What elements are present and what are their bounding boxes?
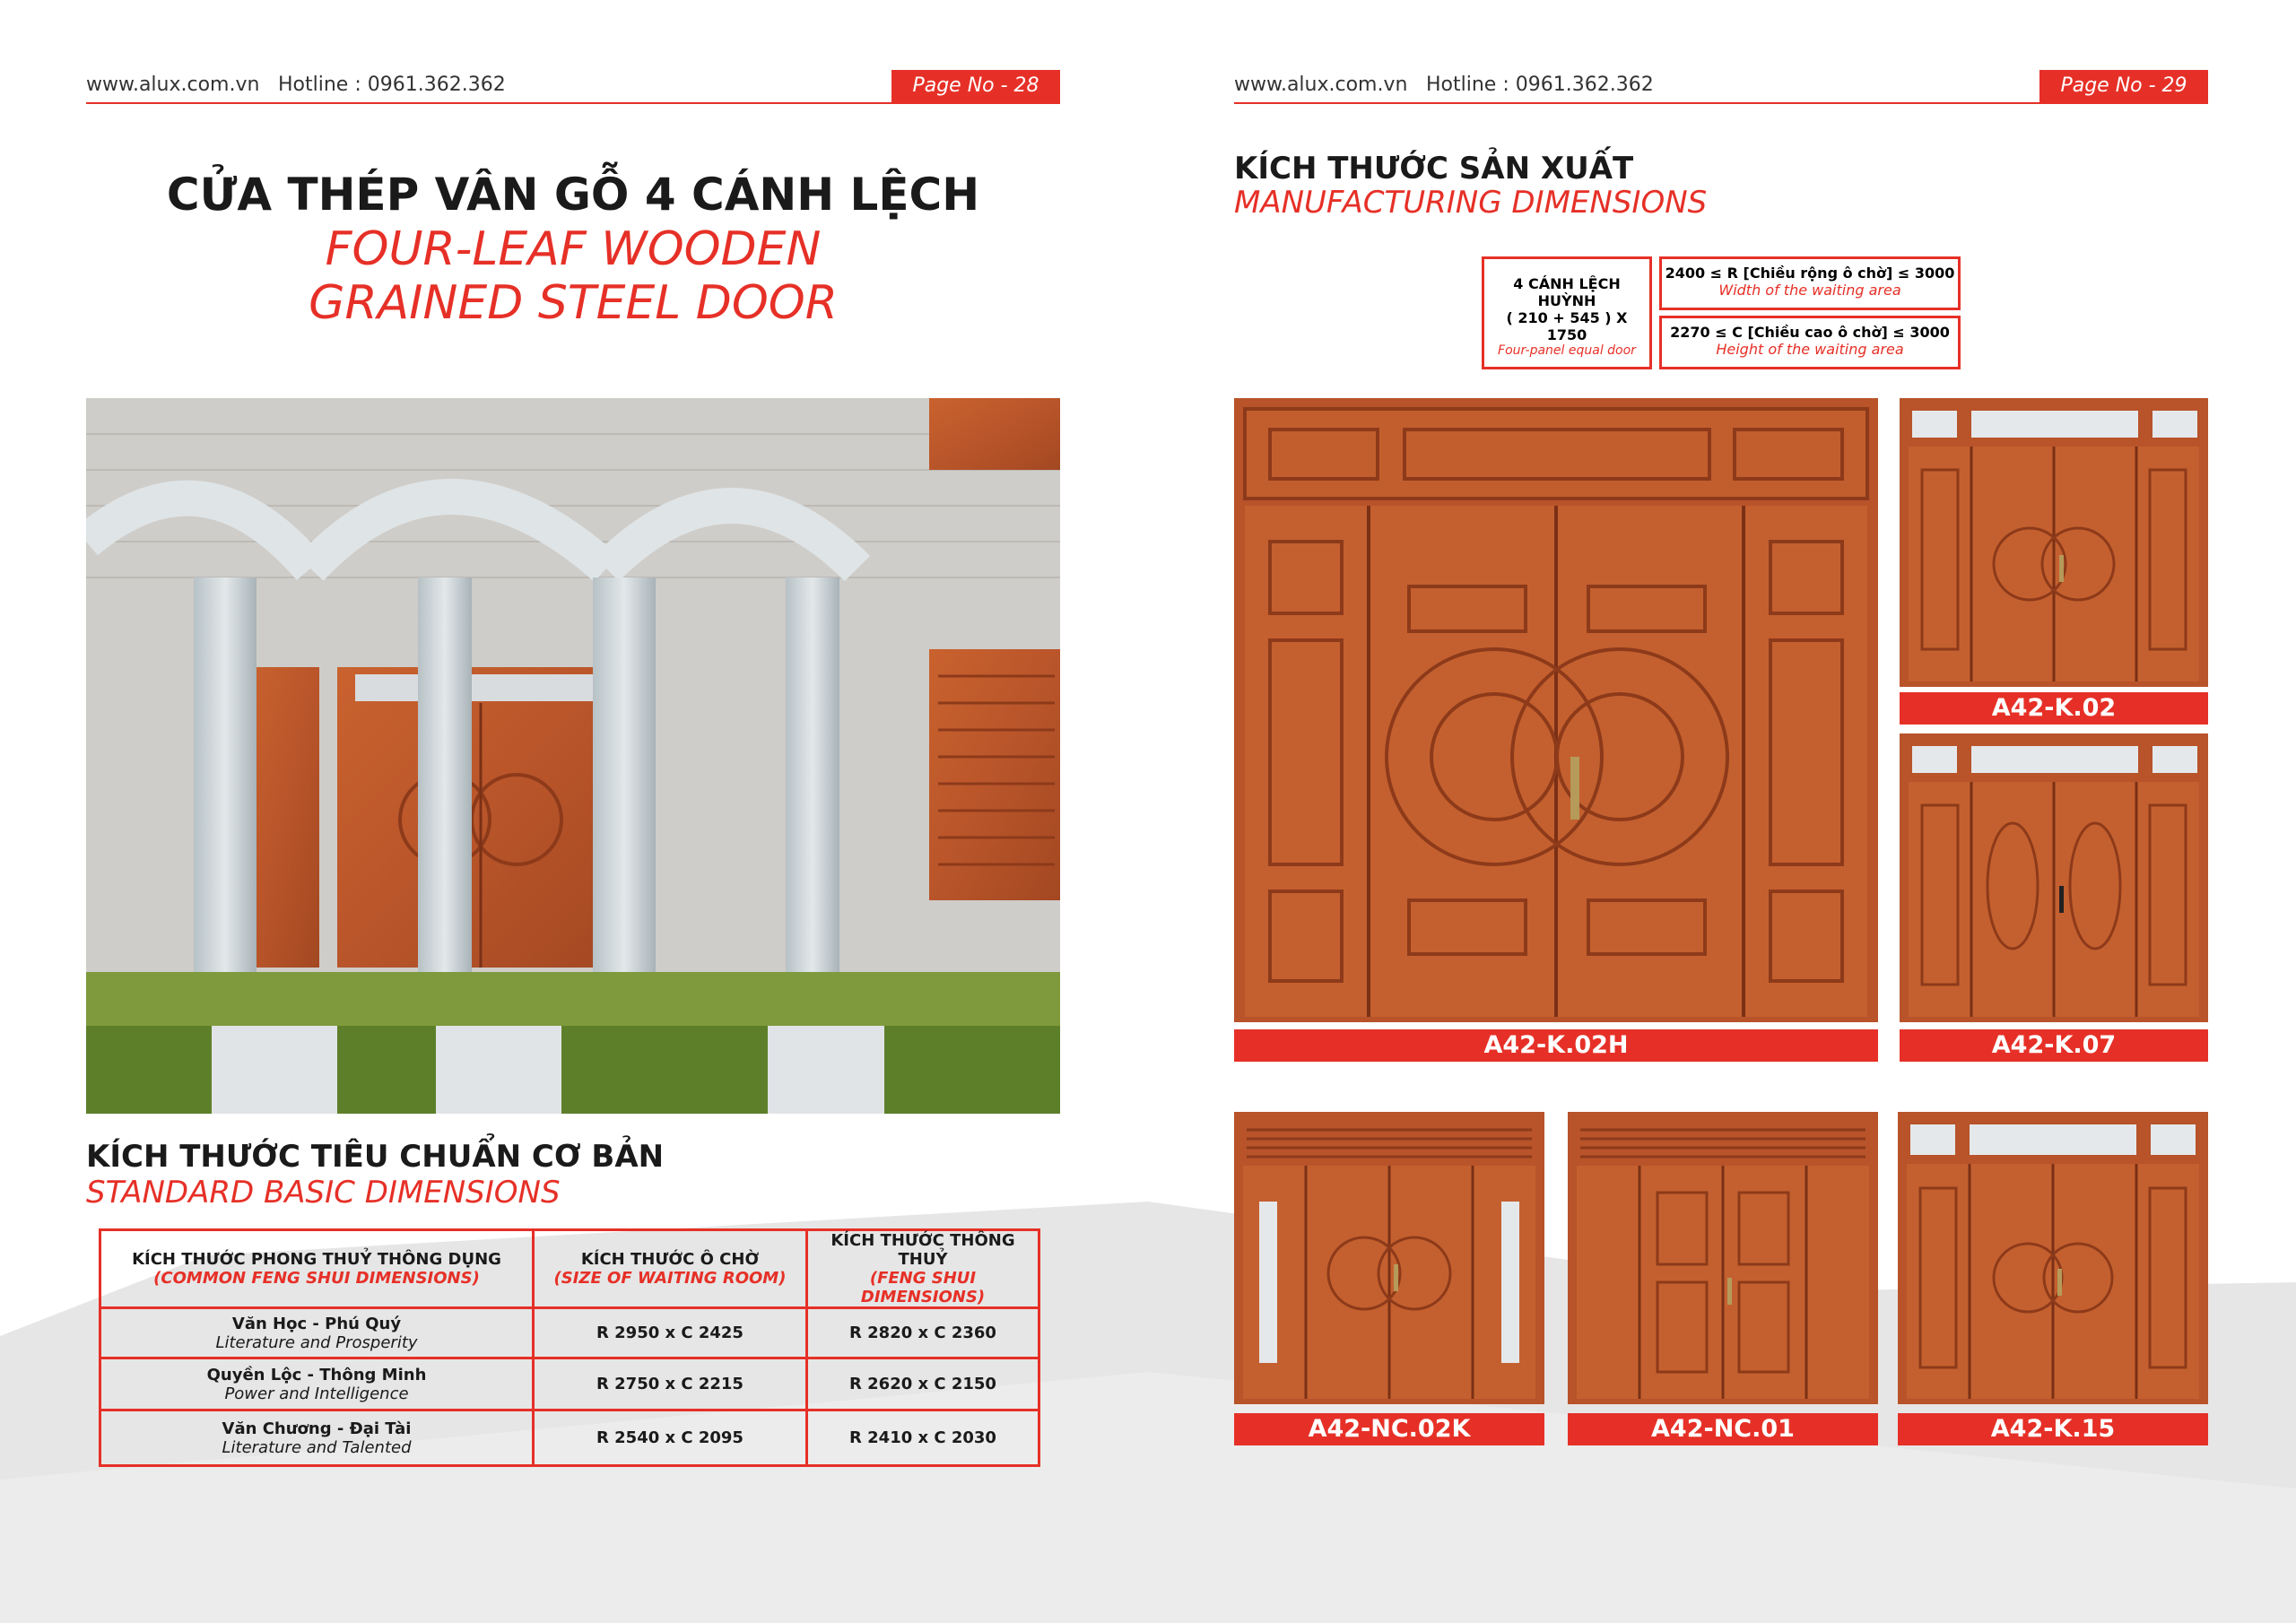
page-number-badge-right: Page No - 29 bbox=[2039, 70, 2208, 102]
header-website-right[interactable]: www.alux.com.vn bbox=[1234, 74, 1408, 96]
door-illustration bbox=[1568, 1112, 1878, 1404]
header-hotline-right: Hotline : 0961.362.362 bbox=[1426, 74, 1654, 96]
door-image-a42-k07[interactable] bbox=[1900, 733, 2208, 1022]
header-divider-left bbox=[86, 102, 1060, 104]
header-clear-label: KÍCH THƯỚC THÔNG THUỶ bbox=[831, 1231, 1015, 1269]
table-row bbox=[100, 1410, 1039, 1466]
header-cell-fengshui bbox=[100, 1230, 534, 1308]
row-name-en: Power and Intelligence bbox=[224, 1384, 409, 1403]
product-label-a42-nc01[interactable]: A42-NC.01 bbox=[1568, 1413, 1878, 1445]
standard-dims-title-vi: KÍCH THƯỚC TIÊU CHUẨN CƠ BẢN bbox=[86, 1139, 665, 1175]
header-clear-sub: (FENG SHUI DIMENSIONS) bbox=[860, 1269, 986, 1306]
header-cell-room bbox=[534, 1230, 807, 1308]
row-name-en: Literature and Talented bbox=[222, 1437, 412, 1457]
door-illustration bbox=[1234, 1112, 1544, 1404]
product-label-a42-k07[interactable]: A42-K.07 bbox=[1900, 1029, 2208, 1062]
product-label-a42-k02h[interactable]: A42-K.02H bbox=[1234, 1029, 1878, 1062]
row-room-size: R 2950 x C 2425 bbox=[534, 1308, 807, 1358]
header-divider-right bbox=[1234, 102, 2208, 104]
row-clear-size: R 2820 x C 2360 bbox=[807, 1308, 1039, 1358]
door-illustration bbox=[1900, 398, 2208, 687]
header-room-sub: (SIZE OF WAITING ROOM) bbox=[553, 1269, 787, 1288]
door-illustration bbox=[1234, 398, 1878, 1022]
page-number-badge-left: Page No - 28 bbox=[891, 70, 1060, 102]
row-name: Quyền Lộc - Thông Minh bbox=[206, 1365, 427, 1384]
table-row bbox=[100, 1308, 1039, 1358]
door-image-a42-nc02k[interactable] bbox=[1234, 1112, 1544, 1404]
spec-box bbox=[1482, 256, 1652, 369]
door-image-a42-nc01[interactable] bbox=[1568, 1112, 1878, 1404]
header-fengshui-label: KÍCH THƯỚC PHONG THUỶ THÔNG DỤNG bbox=[132, 1250, 501, 1269]
height-range-text: 2270 ≤ C [Chiều cao ô chờ] ≤ 3000 bbox=[1670, 324, 1950, 341]
row-name-cell bbox=[100, 1410, 534, 1466]
height-range-sub: Height of the waiting area bbox=[1716, 341, 1904, 358]
row-clear-size: R 2410 x C 2030 bbox=[807, 1410, 1039, 1466]
door-illustration bbox=[1898, 1112, 2208, 1404]
row-room-size: R 2540 x C 2095 bbox=[534, 1410, 807, 1466]
standard-dims-table bbox=[99, 1228, 1040, 1467]
row-clear-size: R 2620 x C 2150 bbox=[807, 1358, 1039, 1410]
standard-dims-title-en: STANDARD BASIC DIMENSIONS bbox=[86, 1175, 561, 1211]
product-title-en-line2: GRAINED STEEL DOOR bbox=[309, 276, 838, 330]
door-image-a42-k02[interactable] bbox=[1900, 398, 2208, 687]
header-fengshui-sub: (COMMON FENG SHUI DIMENSIONS) bbox=[153, 1269, 480, 1288]
row-name: Văn Chương - Đại Tài bbox=[222, 1419, 412, 1438]
width-range-box bbox=[1659, 256, 1961, 310]
house-porch-photo bbox=[86, 398, 1060, 1114]
spec-line3: ( 210 + 545 ) X 1750 bbox=[1506, 309, 1628, 343]
spec-line2: HUỲNH bbox=[1537, 292, 1596, 309]
porch-illustration bbox=[86, 398, 1060, 1114]
product-label-a42-k02[interactable]: A42-K.02 bbox=[1900, 692, 2208, 725]
row-name-cell bbox=[100, 1358, 534, 1410]
spec-line4: Four-panel equal door bbox=[1498, 343, 1636, 358]
row-name: Văn Học - Phú Quý bbox=[231, 1314, 402, 1333]
product-label-a42-k15[interactable]: A42-K.15 bbox=[1898, 1413, 2208, 1445]
header-hotline-left: Hotline : 0961.362.362 bbox=[278, 74, 506, 96]
door-illustration bbox=[1900, 733, 2208, 1022]
row-name-cell bbox=[100, 1308, 534, 1358]
spec-line1: 4 CÁNH LỆCH bbox=[1513, 275, 1621, 292]
manufacturing-title-vi: KÍCH THƯỚC SẢN XUẤT bbox=[1234, 151, 1634, 187]
door-image-a42-k02h[interactable] bbox=[1234, 398, 1878, 1022]
door-image-a42-k15[interactable] bbox=[1898, 1112, 2208, 1404]
header-website-left[interactable]: www.alux.com.vn bbox=[86, 74, 260, 96]
height-range-box bbox=[1659, 316, 1961, 369]
manufacturing-title-en: MANUFACTURING DIMENSIONS bbox=[1234, 185, 1708, 221]
header-room-label: KÍCH THƯỚC Ô CHỜ bbox=[580, 1250, 760, 1269]
row-name-en: Literature and Prosperity bbox=[215, 1332, 418, 1352]
product-label-a42-nc02k[interactable]: A42-NC.02K bbox=[1234, 1413, 1544, 1445]
width-range-text: 2400 ≤ R [Chiều rộng ô chờ] ≤ 3000 bbox=[1665, 265, 1955, 282]
table-row bbox=[100, 1358, 1039, 1410]
row-room-size: R 2750 x C 2215 bbox=[534, 1358, 807, 1410]
product-title-en-line1: FOUR-LEAF WOODEN bbox=[325, 222, 822, 276]
product-title-vi: CỬA THÉP VÂN GỖ 4 CÁNH LỆCH bbox=[166, 169, 980, 221]
table-header-row bbox=[100, 1230, 1039, 1308]
width-range-sub: Width of the waiting area bbox=[1718, 282, 1901, 299]
header-cell-clear bbox=[807, 1230, 1039, 1308]
